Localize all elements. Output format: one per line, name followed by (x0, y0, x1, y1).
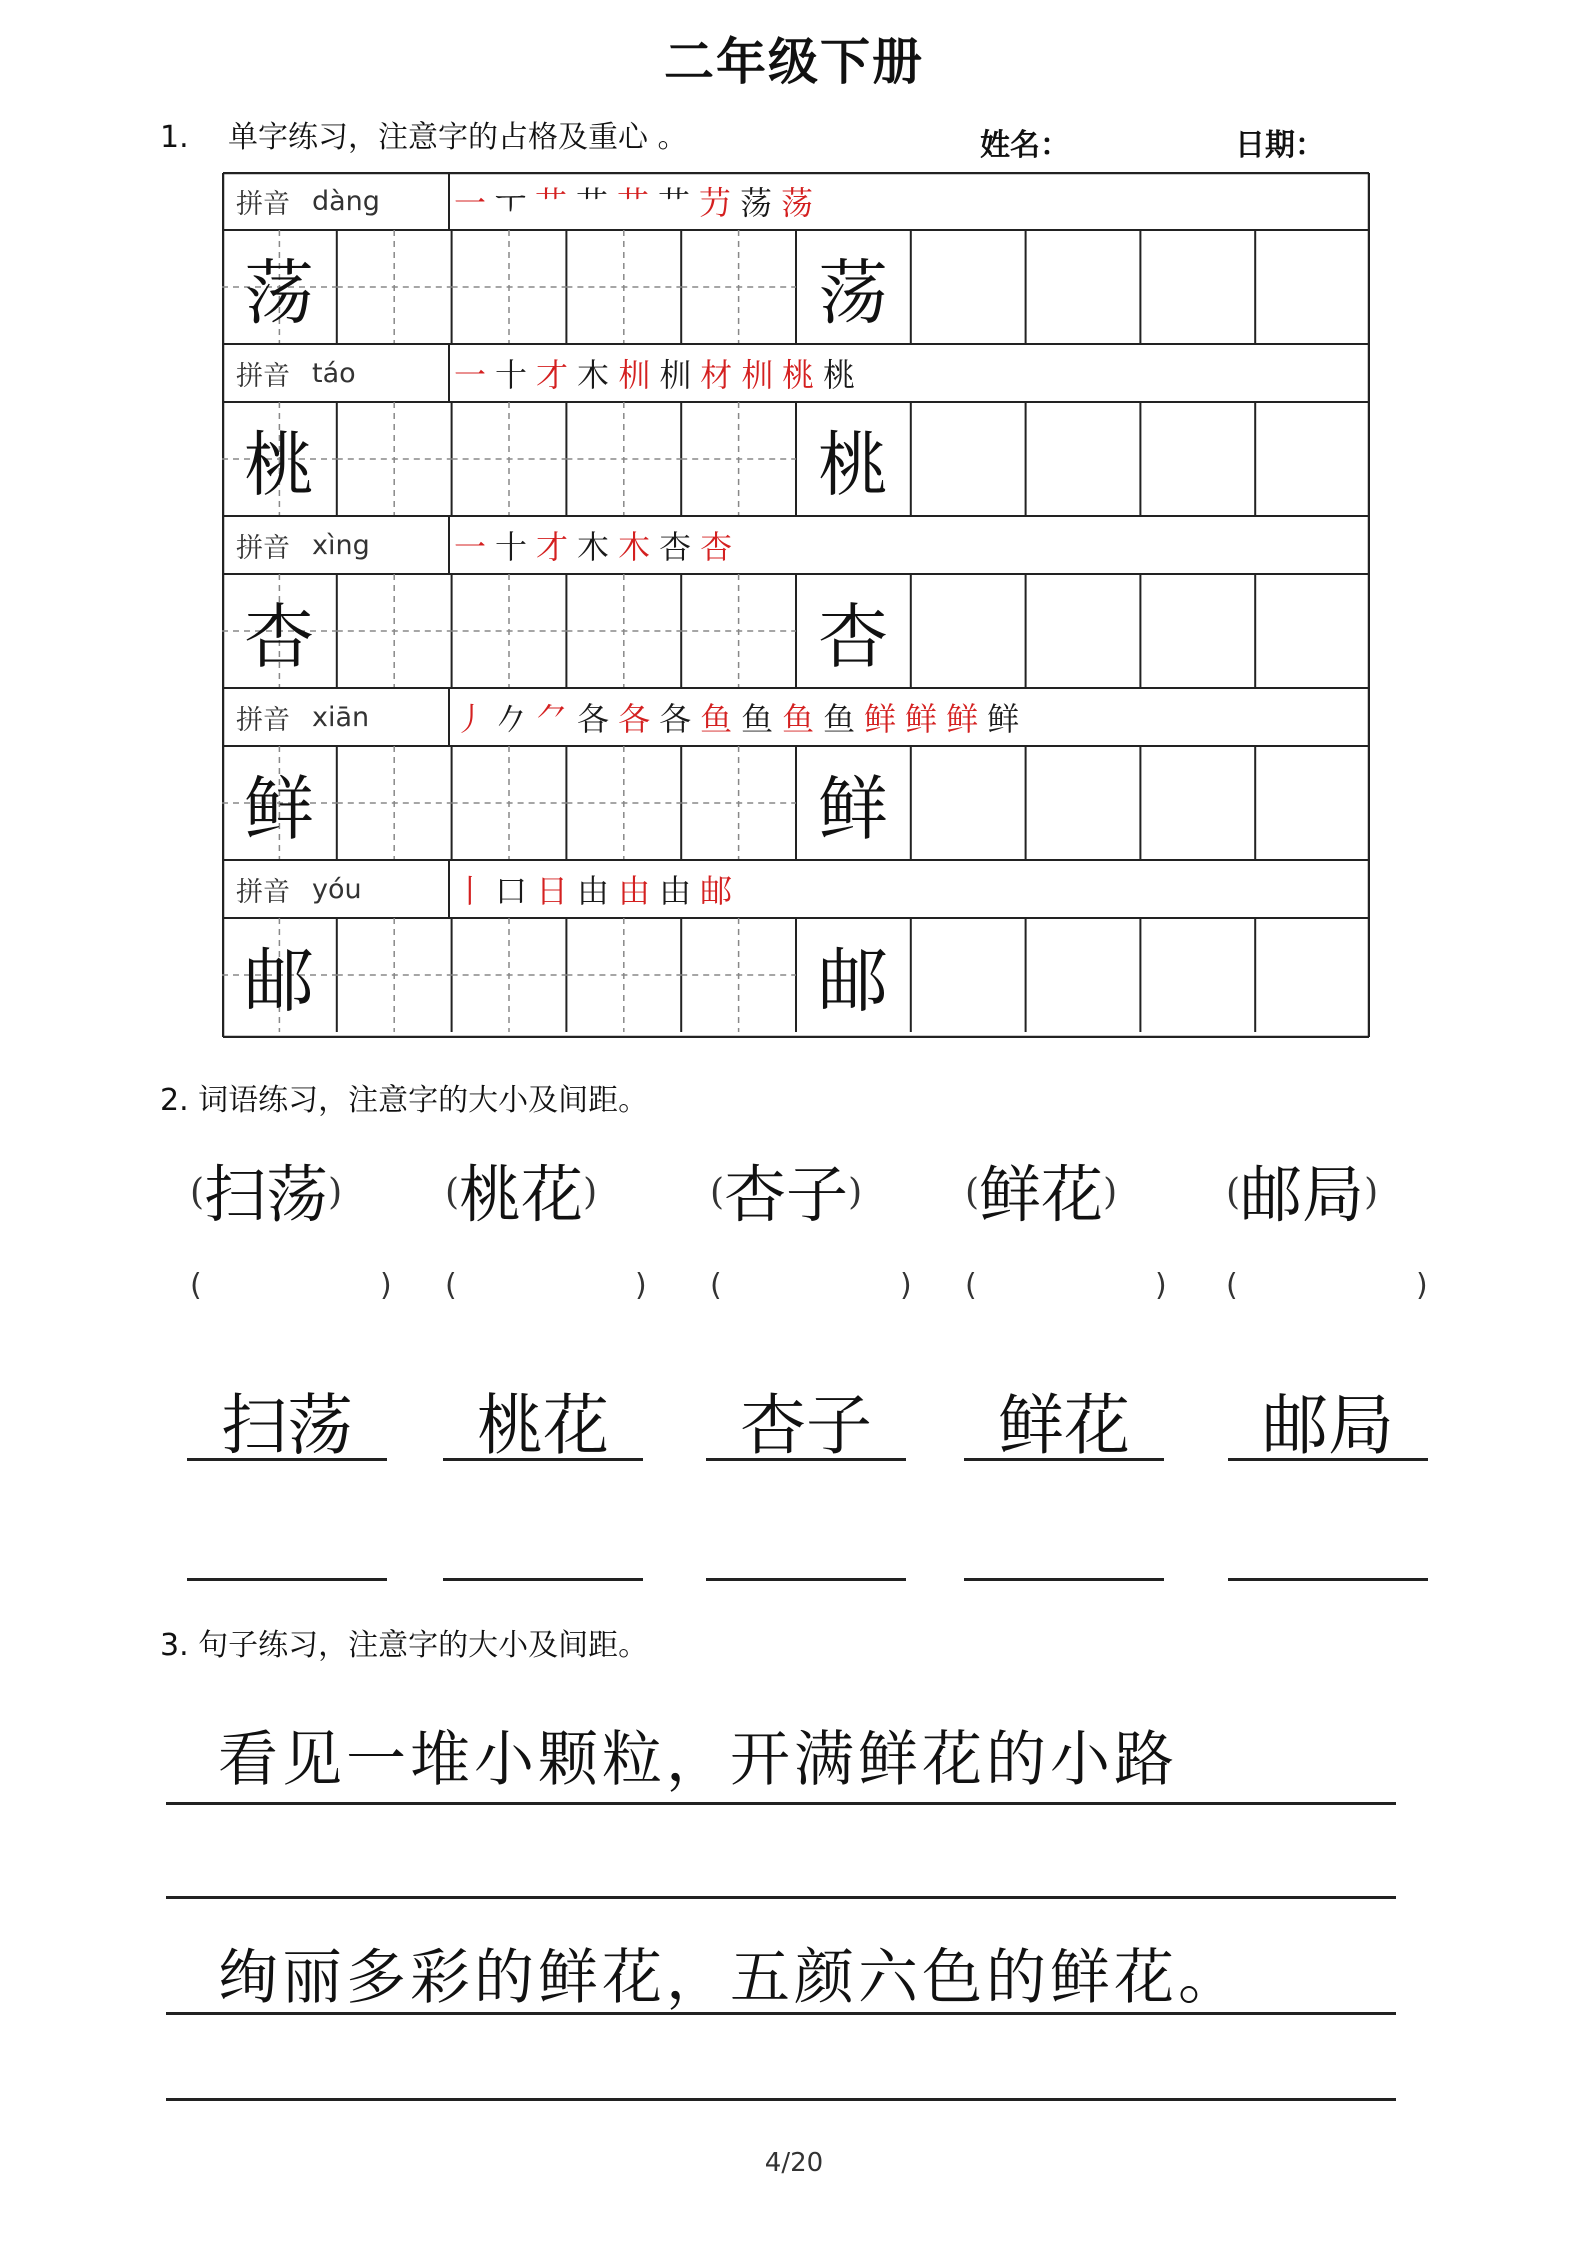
stroke-step: 𠂊 (495, 700, 528, 738)
blank-paren-open: ( (445, 1268, 457, 1303)
character-practice-row (222, 574, 1370, 688)
stroke-step: 各 (659, 700, 692, 738)
stroke-order (454, 344, 1354, 402)
name-label: 姓名： (980, 128, 1070, 163)
practice-cell[interactable] (1026, 574, 1140, 688)
model-character-cell (796, 746, 910, 860)
word-with-parentheses (190, 1145, 342, 1234)
stroke-step: 材 (700, 356, 733, 394)
pinyin-label: 拼音 (236, 876, 290, 908)
practice-cell[interactable] (1026, 230, 1140, 344)
stroke-step: 杊 (659, 356, 692, 394)
practice-cell[interactable] (681, 574, 795, 688)
practice-cell[interactable] (337, 746, 451, 860)
sentence-2: 绚丽多彩的鲜花，五颜六色的鲜花。 (218, 1943, 1242, 2013)
pinyin-row (222, 688, 1370, 746)
practice-cell[interactable] (452, 230, 566, 344)
pinyin-box (222, 172, 449, 230)
model-character-cell (796, 230, 910, 344)
stroke-step: 十 (495, 356, 528, 394)
pinyin-row (222, 516, 1370, 574)
practice-cell[interactable] (452, 918, 566, 1032)
model-character: 荡 (244, 251, 314, 334)
practice-cell[interactable] (337, 574, 451, 688)
word-text: 杏子 (724, 1158, 849, 1231)
stroke-step: 才 (536, 356, 569, 394)
stroke-step: 鲜 (905, 700, 938, 738)
practice-cell[interactable] (566, 574, 680, 688)
practice-grid (222, 172, 1370, 1038)
stroke-order (454, 688, 1354, 746)
stroke-step: 才 (536, 528, 569, 566)
model-word: 鲜花 (998, 1387, 1130, 1464)
pinyin-answer-blank[interactable] (732, 1290, 892, 1326)
practice-cell[interactable] (337, 402, 451, 516)
stroke-step: 桃 (782, 356, 815, 394)
pinyin-text: yóu (312, 873, 362, 905)
practice-cell[interactable] (911, 230, 1025, 344)
practice-cell[interactable] (1140, 230, 1254, 344)
section2-heading: 2. 词语练习，注意字的大小及间距。 (160, 1083, 649, 1118)
pinyin-label: 拼音 (236, 532, 290, 564)
stroke-step: 杊 (741, 356, 774, 394)
stroke-step: 杏 (700, 528, 733, 566)
model-character: 鲜 (244, 767, 314, 850)
practice-cell[interactable] (566, 918, 680, 1032)
blank-paren-open: ( (710, 1268, 722, 1303)
pinyin-row (222, 344, 1370, 402)
stroke-step: 由 (618, 872, 651, 910)
model-word: 桃花 (477, 1387, 609, 1464)
stroke-step: 各 (577, 700, 610, 738)
stroke-step: 桃 (823, 356, 856, 394)
model-character-cell (222, 574, 336, 688)
word-practice-line[interactable] (187, 1578, 387, 1581)
paren-open: ( (1226, 1172, 1241, 1213)
blank-paren-close: ) (900, 1268, 912, 1303)
stroke-order (454, 172, 1354, 230)
word-text: 扫荡 (204, 1158, 329, 1231)
practice-cell[interactable] (1140, 746, 1254, 860)
stroke-step: 艹 (575, 184, 608, 222)
model-character: 杏 (244, 595, 314, 678)
stroke-step: 艹 (657, 184, 690, 222)
stroke-step: 鱼 (700, 700, 733, 738)
blank-paren-open: ( (1226, 1268, 1238, 1303)
stroke-step: 丨 (454, 872, 487, 910)
pinyin-label: 拼音 (236, 360, 290, 392)
practice-cell[interactable] (681, 230, 795, 344)
pinyin-text: táo (312, 357, 356, 389)
model-character: 荡 (818, 251, 888, 334)
blank-paren-close: ) (380, 1268, 392, 1303)
model-word-line (1228, 1458, 1428, 1461)
stroke-step: 一 (454, 528, 487, 566)
word-text: 桃花 (459, 1158, 584, 1231)
practice-cell[interactable] (1140, 574, 1254, 688)
blank-paren-close: ) (1416, 1268, 1428, 1303)
word-practice-line[interactable] (1228, 1578, 1428, 1581)
practice-cell[interactable] (1026, 918, 1140, 1032)
practice-cell[interactable] (337, 230, 451, 344)
stroke-step: 鱼 (823, 700, 856, 738)
paren-open: ( (190, 1172, 205, 1213)
sentence-1-practice-line[interactable] (166, 1896, 1396, 1899)
practice-cell[interactable] (452, 574, 566, 688)
date-label: 日期： (1235, 128, 1325, 163)
practice-cell[interactable] (911, 746, 1025, 860)
stroke-step: 杊 (618, 356, 651, 394)
pinyin-label: 拼音 (236, 188, 290, 220)
pinyin-answer-blank[interactable] (467, 1290, 627, 1326)
practice-cell[interactable] (566, 746, 680, 860)
blank-paren-close: ) (635, 1268, 647, 1303)
stroke-step: 鲜 (946, 700, 979, 738)
practice-cell[interactable] (337, 918, 451, 1032)
stroke-step: ㅜ (495, 184, 526, 222)
practice-cell[interactable] (1026, 402, 1140, 516)
section3-heading: 3. 句子练习，注意字的大小及间距。 (160, 1628, 649, 1663)
practice-cell[interactable] (1255, 746, 1369, 860)
model-character-cell (222, 230, 336, 344)
word-with-parentheses (710, 1145, 862, 1234)
practice-cell[interactable] (911, 574, 1025, 688)
model-word-line (706, 1458, 906, 1461)
practice-cell[interactable] (1026, 746, 1140, 860)
model-character-cell (796, 402, 910, 516)
word-with-parentheses (965, 1145, 1117, 1234)
model-character: 桃 (818, 423, 888, 506)
stroke-step: 丿 (454, 700, 487, 738)
section1-heading (160, 112, 688, 156)
word-with-parentheses (1226, 1145, 1378, 1234)
blank-paren-close: ) (1155, 1268, 1167, 1303)
stroke-step: 木 (577, 528, 610, 566)
model-character: 桃 (244, 423, 314, 506)
pinyin-row (222, 860, 1370, 918)
model-character-cell (222, 918, 336, 1032)
stroke-step: 荡 (740, 184, 773, 222)
section1-number: 1. (160, 120, 189, 155)
page-title: 二年级下册 (664, 33, 924, 91)
blank-paren-open: ( (965, 1268, 977, 1303)
pinyin-box (222, 688, 449, 746)
model-word: 邮局 (1262, 1387, 1394, 1464)
blank-paren-open: ( (190, 1268, 202, 1303)
stroke-step: 由 (577, 872, 610, 910)
stroke-step: 艹 (616, 184, 649, 222)
page-number: 4/20 (764, 2148, 824, 2178)
model-character-cell (796, 574, 910, 688)
word-practice-line[interactable] (706, 1578, 906, 1581)
stroke-step: 木 (618, 528, 651, 566)
stroke-step: 鱼 (741, 700, 774, 738)
paren-open: ( (445, 1172, 460, 1213)
paren-open: ( (710, 1172, 725, 1213)
paren-close: ) (328, 1172, 343, 1213)
pinyin-answer-blank[interactable] (1248, 1290, 1408, 1326)
paren-open: ( (965, 1172, 980, 1213)
character-practice-row (222, 918, 1370, 1032)
character-practice-row (222, 230, 1370, 344)
paren-close: ) (583, 1172, 598, 1213)
practice-cell[interactable] (1255, 918, 1369, 1032)
stroke-step: 木 (577, 356, 610, 394)
practice-cell[interactable] (452, 402, 566, 516)
stroke-step: 一 (454, 184, 487, 222)
stroke-step: 荡 (781, 184, 814, 222)
sentence-2-practice-line[interactable] (166, 2098, 1396, 2101)
word-practice-line[interactable] (964, 1578, 1164, 1581)
practice-cell[interactable] (911, 402, 1025, 516)
stroke-step: 鲜 (864, 700, 897, 738)
model-word: 杏子 (740, 1387, 872, 1464)
practice-cell[interactable] (452, 746, 566, 860)
practice-cell[interactable] (681, 918, 795, 1032)
stroke-step: 日 (536, 872, 569, 910)
model-character-cell (796, 918, 910, 1032)
pinyin-answer-blank[interactable] (987, 1290, 1147, 1326)
paren-close: ) (1103, 1172, 1118, 1213)
pinyin-box (222, 516, 449, 574)
practice-cell[interactable] (1255, 402, 1369, 516)
stroke-step: ⺈ (536, 700, 569, 738)
practice-cell[interactable] (911, 918, 1025, 1032)
paren-close: ) (848, 1172, 863, 1213)
stroke-order (454, 860, 1354, 918)
stroke-step: 杏 (659, 528, 692, 566)
practice-cell[interactable] (1255, 574, 1369, 688)
pinyin-box (222, 860, 449, 918)
pinyin-answer-blank[interactable] (212, 1290, 372, 1326)
word-text: 鲜花 (979, 1158, 1104, 1231)
model-character-cell (222, 746, 336, 860)
character-practice-row (222, 402, 1370, 516)
model-character: 鲜 (818, 767, 888, 850)
stroke-step: 各 (618, 700, 651, 738)
practice-cell[interactable] (681, 402, 795, 516)
stroke-step: 鲜 (987, 700, 1020, 738)
paren-close: ) (1364, 1172, 1379, 1213)
pinyin-row (222, 172, 1370, 230)
stroke-step: 邮 (700, 872, 733, 910)
stroke-order (454, 516, 1354, 574)
practice-cell[interactable] (1140, 402, 1254, 516)
word-with-parentheses (445, 1145, 597, 1234)
character-practice-row (222, 746, 1370, 860)
sentence-1: 看见一堆小颗粒，开满鲜花的小路 (218, 1725, 1178, 1795)
pinyin-label: 拼音 (236, 704, 290, 736)
practice-cell[interactable] (1255, 230, 1369, 344)
stroke-step: 艹 (534, 184, 567, 222)
stroke-step: 一 (454, 356, 487, 394)
section1-heading-text: 单字练习，注意字的占格及重心 。 (228, 120, 688, 155)
stroke-step: 十 (495, 528, 528, 566)
practice-cell[interactable] (566, 402, 680, 516)
pinyin-box (222, 344, 449, 402)
model-character: 邮 (244, 939, 314, 1022)
pinyin-text: dàng (312, 185, 380, 217)
model-character: 杏 (818, 595, 888, 678)
practice-cell[interactable] (681, 746, 795, 860)
model-word-line (187, 1458, 387, 1461)
model-word: 扫荡 (221, 1387, 353, 1464)
pinyin-text: xiān (312, 701, 370, 733)
model-word-line (964, 1458, 1164, 1461)
stroke-step: 口 (495, 872, 528, 910)
stroke-step: 由 (659, 872, 692, 910)
word-practice-line[interactable] (443, 1578, 643, 1581)
model-character-cell (222, 402, 336, 516)
model-character: 邮 (818, 939, 888, 1022)
stroke-step: 芀 (699, 184, 732, 222)
word-text: 邮局 (1240, 1158, 1365, 1231)
model-word-line (443, 1458, 643, 1461)
sentence-2-line[interactable] (166, 2012, 1396, 2015)
pinyin-text: xìng (312, 529, 370, 561)
practice-cell[interactable] (566, 230, 680, 344)
practice-cell[interactable] (1140, 918, 1254, 1032)
stroke-step: 鱼 (782, 700, 815, 738)
sentence-1-line[interactable] (166, 1802, 1396, 1805)
